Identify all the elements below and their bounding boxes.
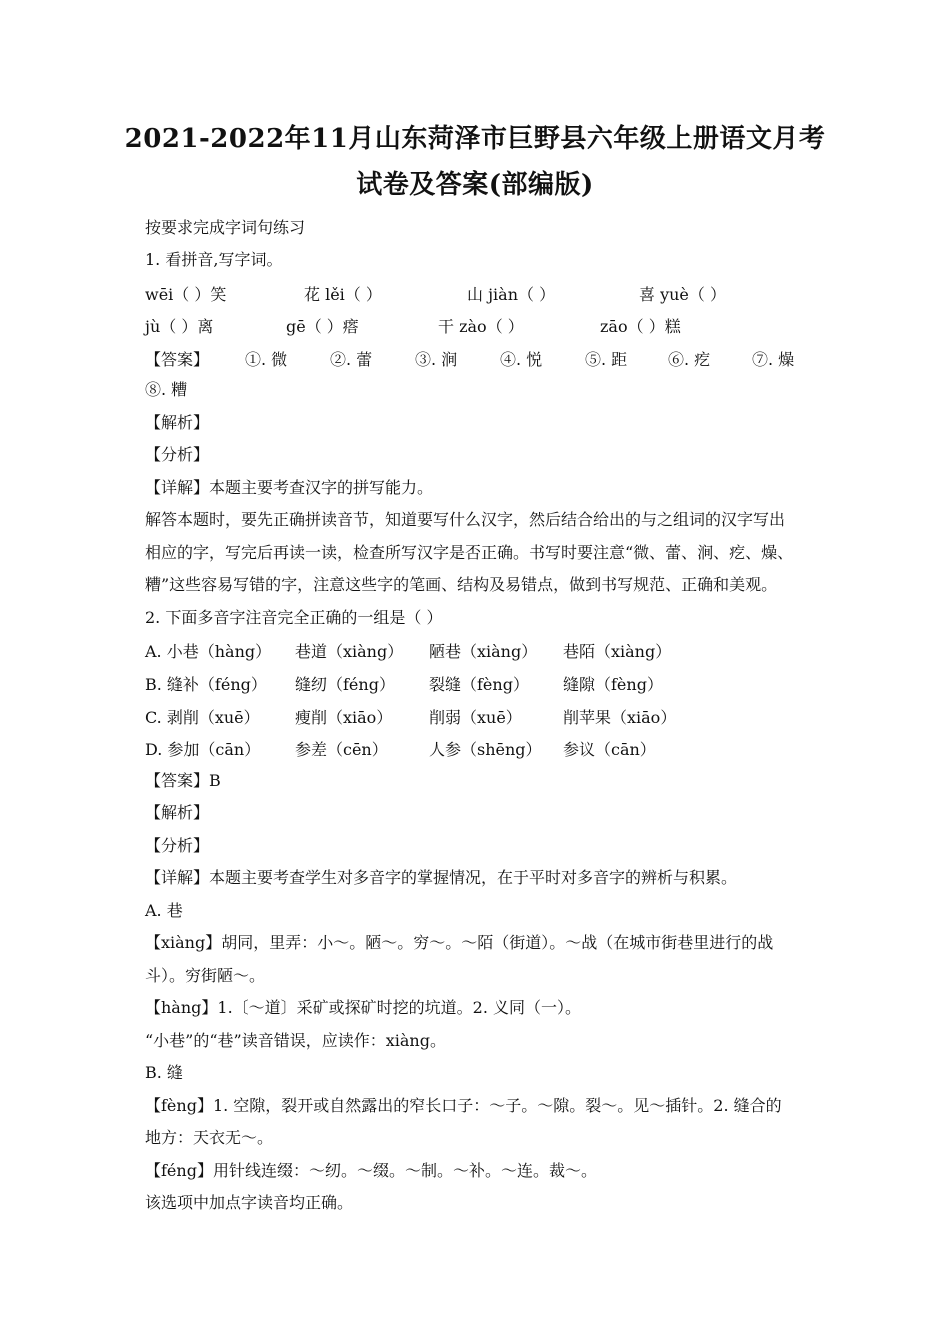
option-item: 参议（cān） — [563, 740, 656, 759]
option-item: D. 参加（cān） — [145, 740, 261, 759]
answer-item: ③. 涧 — [415, 350, 458, 369]
answer-label: 【答案】 — [145, 350, 210, 369]
option-item: 缝纫（féng） — [295, 675, 395, 694]
answer-item: ⑦. 燥 — [752, 350, 795, 369]
answer-item-last: ⑧. 糟 — [145, 380, 188, 399]
explanation-text: 解答本题时，要先正确拼读音节，知道要写什么汉字，然后结合给出的与之组词的汉字写出 — [145, 510, 786, 529]
explanation-text: 【fèng】1. 空隙，裂开或自然露出的窄长口子：～子。～隙。裂～。见～插针。2. 缝合的 — [145, 1096, 782, 1115]
page-title: 2021-2022年11月山东菏泽市巨野县六年级上册语文月考 — [124, 124, 826, 154]
option-item: 人参（shēng） — [429, 740, 542, 759]
option-a-row — [145, 639, 815, 661]
answer-item: ①. 微 — [245, 350, 288, 369]
breakdown-label: 【分析】 — [145, 445, 210, 464]
detailed-explanation: 【详解】本题主要考查学生对多音字的掌握情况，在于平时对多音字的辨析与积累。 — [145, 868, 738, 887]
pinyin-row-2 — [145, 314, 815, 336]
pinyin-item: wēi（ ）笑 — [145, 285, 227, 304]
option-b-row — [145, 672, 815, 694]
answer-row — [145, 347, 815, 369]
analysis-label: 【解析】 — [145, 803, 210, 822]
option-b-heading: B. 缝 — [145, 1063, 183, 1082]
explanation-text: 相应的字，写完后再读一读，检查所写汉字是否正确。书写时要注意“微、蕾、涧、疙、燥、 — [145, 543, 794, 562]
option-item: 瘦削（xiāo） — [295, 708, 393, 727]
answer-label: 【答案】B — [145, 771, 221, 790]
option-item: 参差（cēn） — [295, 740, 388, 759]
question-2-stem: 2. 下面多音字注音完全正确的一组是（ ） — [145, 608, 443, 627]
question-1-stem: 1. 看拼音,写字词。 — [145, 250, 283, 269]
pinyin-item: 干 zào（ ） — [438, 317, 524, 336]
explanation-text: 斗）。穷街陋～。 — [145, 966, 266, 985]
pinyin-row-1 — [145, 282, 815, 304]
pinyin-item: gē（ ）瘩 — [286, 317, 359, 336]
explanation-text: 糟”这些容易写错的字，注意这些字的笔画、结构及易错点，做到书写规范、正确和美观。 — [145, 575, 778, 594]
option-item: 裂缝（fèng） — [429, 675, 529, 694]
explanation-text: 【féng】用针线连缀：～纫。～缀。～制。～补。～连。裁～。 — [145, 1161, 597, 1180]
option-item: 巷道（xiàng） — [295, 642, 404, 661]
option-d-row — [145, 737, 815, 759]
option-c-row — [145, 705, 815, 727]
option-item: B. 缝补（féng） — [145, 675, 267, 694]
pinyin-item: jù（ ）离 — [145, 317, 214, 336]
page-subtitle: 试卷及答案(部编版) — [356, 170, 594, 200]
option-item: 削弱（xuē） — [429, 708, 522, 727]
section-heading: 按要求完成字词句练习 — [145, 218, 306, 237]
answer-item: ⑤. 距 — [585, 350, 628, 369]
explanation-text: 该选项中加点字读音均正确。 — [145, 1193, 354, 1212]
option-item: A. 小巷（hàng） — [145, 642, 272, 661]
breakdown-label: 【分析】 — [145, 836, 210, 855]
analysis-label: 【解析】 — [145, 413, 210, 432]
explanation-text: 地方：天衣无～。 — [145, 1128, 274, 1147]
option-a-heading: A. 巷 — [145, 901, 183, 920]
detailed-explanation: 【详解】本题主要考查汉字的拼写能力。 — [145, 478, 434, 497]
explanation-text: 【xiàng】胡同，里弄：小～。陋～。穷～。～陌（街道）。～战（在城市街巷里进行的战 — [145, 933, 774, 952]
option-item: 削苹果（xiāo） — [563, 708, 677, 727]
pinyin-item: zāo（ ）糕 — [600, 317, 681, 336]
explanation-text: “小巷”的“巷”读音错误，应读作：xiàng。 — [145, 1031, 446, 1050]
answer-item: ②. 蕾 — [330, 350, 373, 369]
pinyin-item: 花 lěi（ ） — [304, 285, 382, 304]
option-item: 陋巷（xiàng） — [429, 642, 538, 661]
pinyin-item: 喜 yuè（ ） — [639, 285, 726, 304]
option-item: C. 剥削（xuē） — [145, 708, 260, 727]
option-item: 巷陌（xiàng） — [563, 642, 672, 661]
answer-item: ④. 悦 — [500, 350, 543, 369]
explanation-text: 【hàng】1.〔～道〕采矿或探矿时挖的坑道。2. 义同（一）。 — [145, 998, 582, 1017]
option-item: 缝隙（fèng） — [563, 675, 663, 694]
answer-item: ⑥. 疙 — [668, 350, 711, 369]
pinyin-item: 山 jiàn（ ） — [467, 285, 556, 304]
